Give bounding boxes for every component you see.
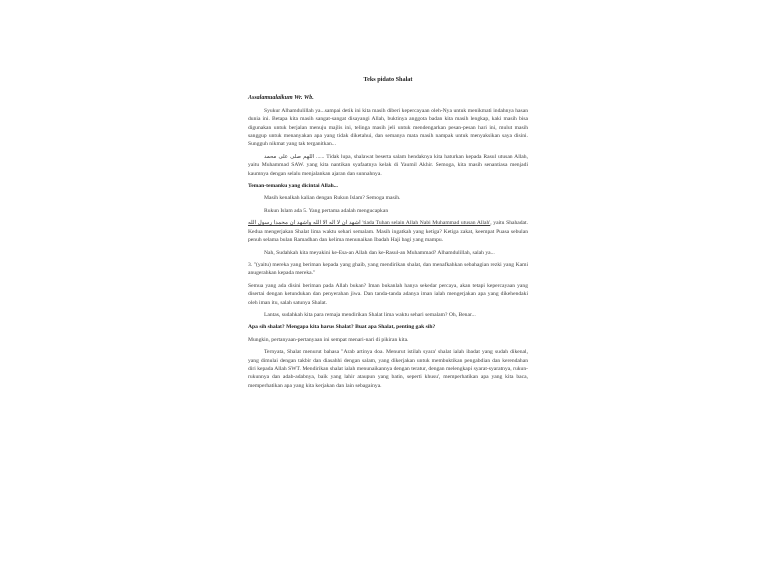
paragraph-1: Syukur Alhamdulillah ya...sampai detik ini kita masih diberi kepercayaan oleh-Nya untuk menikmati indahnya hasan dunia ini. Betapa kita masih sangat-sangat disayangi Allah, buktinya anggota badan kita masih lengkap, kaki masih bisa digunakan untuk berjalan menuju majlis ini, telinga masih jeli untuk mendengarkan pesan-pesan hari ini, mulut masih sanggup untuk menanyakan apa yang tidak diketahui, dan semanya mata masih nampak untuk menyaksikan saya disini. Sungguh nikmat yang tak terganitkan...: [248, 107, 528, 148]
paragraph-11: Ternyata, Shalat menurut bahasa "Arab artinya doa. Menurut istilah syara' shalat ialah ibadat yang sudah dikenal, yang dimulai dengan takbir dan diasahhi dengan salam, yang dikerjakan untuk membuktikan pengabdian dan kerendahan diri kepada Allah SWT. Mendirikan shalat ialah menunaikannya dengan teratur, dengan melengkapi syarat-syaratnya, rukun-rukunnya dan adab-adabnya, baik yang lahir ataupun yang batin, seperti khusu', memperhatikan apa yang kita baca, memperhatikan apa yang kita kerjakan dan lain sebagainya.: [248, 349, 528, 389]
heading-shalat: Apa sih shalat? Mengapa kita harus Shalat? Buat apa Shalat, penting gak sih?: [248, 324, 436, 331]
paragraph-6: Nah, Sudahkah kita meyakini ke-Esa-an Allah dan ke-Rasul-an Muhammad? Alhamdulillah, salah ya...: [264, 249, 495, 256]
paragraph-5-text: , yaitu Shahadat. Kedua mengerjakan Shalat lima waktu sehari semalam. Masih ingatkah yang ketiga? Ketiga zakat, keempat Puasa sebulan penuh selama bulan Ramadhan dan kelima menunaikan Ibadah Haji bagi yang mampu.: [248, 220, 528, 244]
arabic-shalawat: اللهم صلى على محمد: [264, 153, 315, 160]
heading-teman: Teman-temanku yang dicintai Allah...: [248, 183, 338, 190]
paragraph-10: Mungkin, pertanyaan-pertanyaan ini sempat menari-nari di pikiran kita.: [248, 336, 409, 343]
document-title: Teks pidato Shalat: [363, 76, 413, 83]
greeting: Assalamualaikum Wr. Wb.: [248, 95, 314, 102]
document-page: [248, 70, 528, 394]
paragraph-3: Masih kenalkah kalian dengan Rukun Islam? Semoga masih.: [264, 195, 401, 202]
paragraph-7: 3. "(yaitu) mereka yang beriman kepada yang ghaib, yang mendirikan shalat, dan menafkahkan sebahagian rezki yang Kami anugerahkan kepada mereka.": [248, 261, 528, 277]
shahadat-text: اشهد ان لا اله الا الله واشهد ان محمدا رسول الله 'tiada Tuhan selain Allah Nabi Muhammad utusan Allah': [248, 220, 491, 227]
paragraph-9: Lantas, sudahkah kita para remaja mendirikan Shalat lima waktu sehari semalam? Oh, Benar...: [264, 311, 476, 318]
paragraph-2-text: ...... Tidak lupa, shalawat beserta salam hendaknya kita haturkan kepada Rasul utusan Allah, yaitu Muhammad SAW. yang kita nantikan syafaatnya kelak di Yaumil Akhir. Semoga, kita masih senantiasa menjadi kaumnya dengan selalu menjalankan ajaran dan sunnahnya.: [248, 153, 528, 177]
paragraph-8: Semua yang ada disini beriman pada Allah bukan? Iman bukanlah hanya sekedar percaya, akan tetapi kepercayaan yang disertai dengan ketundukan dan penyerahan jiwa. Dan tanda-tanda adanya iman ialah mengerjakan apa yang dikehendaki oleh iman itu, salah satunya Shalat.: [248, 282, 528, 306]
paragraph-2: [248, 153, 528, 178]
paragraph-4: Rukun Islam ada 5. Yang pertama adalah mengucapkan: [264, 207, 389, 214]
paragraph-5: [248, 219, 528, 244]
